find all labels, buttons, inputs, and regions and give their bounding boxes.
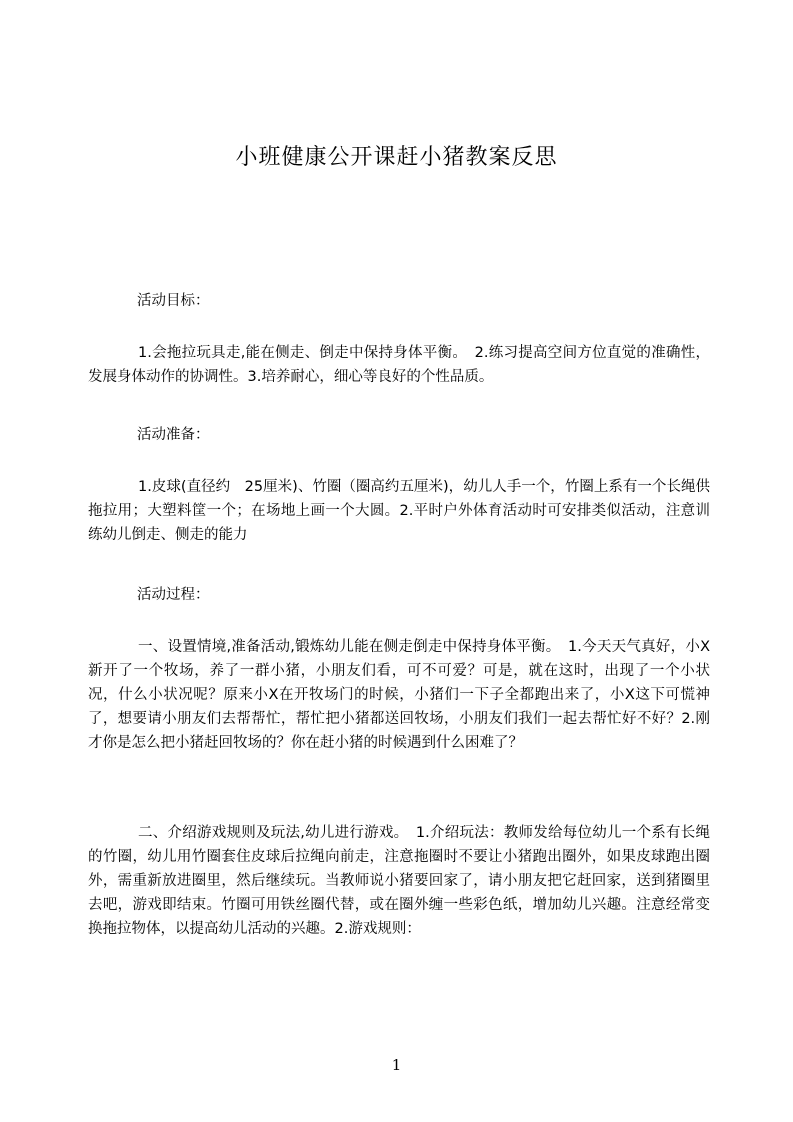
document-title: 小班健康公开课赶小猪教案反思	[235, 145, 558, 170]
process-paragraph-1: 一、设置情境,准备活动,锻炼幼儿能在侧走倒走中保持身体平衡。 1.今天天气真好，小X新开了一个牧场，养了一群小猪，小朋友们看，可不可爱？可是，就在这时，出现了一个小状况，什么小状况呢？原来小X在开牧场门的时候，小猪们一下子全都跑出来了，小X这下可慌神了，想要请小朋友们去帮帮忙，帮忙把小猪都送回牧场，小朋友们我们一起去帮忙好不好？2.刚才你是怎么把小猪赶回牧场的？你在赶小猪的时候遇到什么困难了？	[88, 639, 710, 751]
preparation-paragraph: 1.皮球(直径约 25厘米)、竹圈（圈高约五厘米)，幼儿人手一个，竹圈上系有一个长绳供拖拉用；大塑料筐一个；在场地上画一个大圆。2.平时户外体育活动时可安排类似活动，注意训练幼儿倒走、侧走的能力	[88, 479, 710, 543]
process-paragraph-2: 二、介绍游戏规则及玩法,幼儿进行游戏。 1.介绍玩法：教师发给每位幼儿一个系有长绳的竹圈，幼儿用竹圈套住皮球后拉绳向前走，注意拖圈时不要让小猪跑出圈外，如果皮球跑出圈外，需重新放进圈里，然后继续玩。当教师说小猪要回家了，请小朋友把它赶回家，送到猪圈里去吧，游戏即结束。竹圈可用铁丝圈代替，或在圈外缠一些彩色纸，增加幼儿兴趣。注意经常变换拖拉物体，以提高幼儿活动的兴趣。2.游戏规则：	[88, 825, 710, 937]
section-heading-goal: 活动目标：	[137, 293, 210, 309]
section-heading-preparation: 活动准备：	[137, 427, 210, 443]
section-heading-process: 活动过程：	[137, 587, 210, 603]
page-number: 1	[391, 1056, 402, 1074]
goal-paragraph: 1.会拖拉玩具走,能在侧走、倒走中保持身体平衡。 2.练习提高空间方位直觉的准确性，发展身体动作的协调性。3.培养耐心，细心等良好的个性品质。	[88, 345, 710, 385]
